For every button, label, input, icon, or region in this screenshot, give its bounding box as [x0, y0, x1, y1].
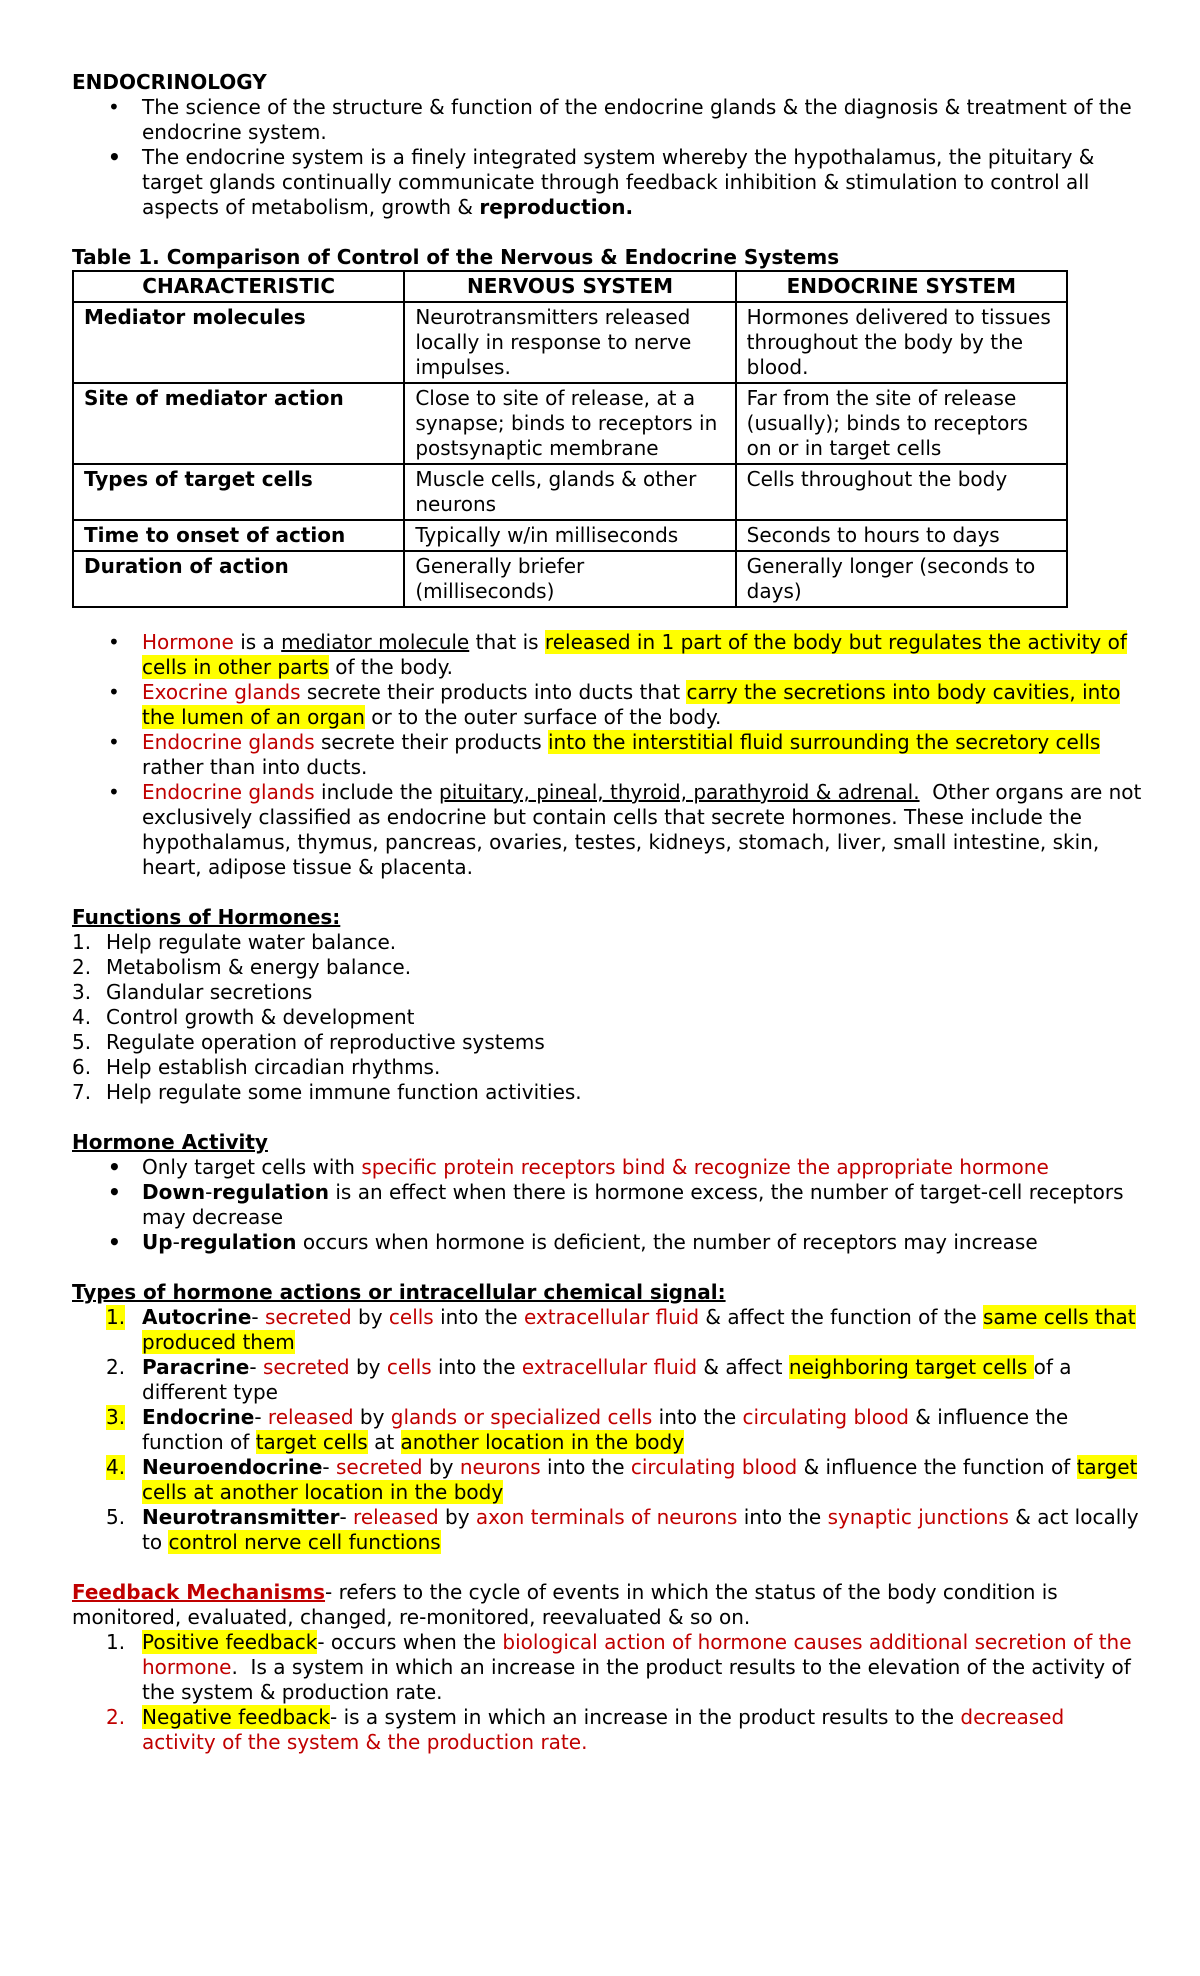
types-heading: Types of hormone actions or intracellular chemical signal:: [72, 1280, 726, 1304]
bullet-icon: •: [108, 1155, 121, 1179]
list-item: • Down-regulation is an effect when there is hormone excess, the number of target-cell receptors may decrease: [108, 1180, 1124, 1229]
table-row: [73, 302, 1067, 383]
list-item: 4. Neuroendocrine- secreted by neurons into the circulating blood & influence the function of target cells at another location in the body: [106, 1455, 1138, 1504]
table-row: [73, 520, 1067, 551]
intro-bullets: [72, 95, 1142, 220]
table-cell: Close to site of release, at a synapse; binds to receptors in postsynaptic membrane: [404, 383, 735, 464]
feedback-list: [72, 1630, 1142, 1755]
table-cell: Typically w/in milliseconds: [404, 520, 735, 551]
list-item: 6. Help establish circadian rhythms.: [72, 1055, 441, 1079]
comparison-table: [72, 270, 1068, 608]
table-row: [73, 383, 1067, 464]
functions-heading: Functions of Hormones:: [72, 905, 341, 929]
document-page: [72, 70, 1148, 1755]
table-caption: Table 1. Comparison of Control of the Nervous & Endocrine Systems: [72, 245, 840, 269]
list-item: • Endocrine glands include the pituitary, pineal, thyroid, parathyroid & adrenal. Other organs are not exclusively classified as endocrine but contain cells that secrete hormones. These include the hypothalamus, thymus, pancreas, ovaries, testes, kidneys, stomach, liver, small intestine, skin, heart, adipose tissue & placenta.: [108, 780, 1148, 879]
bullet-icon: •: [108, 680, 120, 704]
table-cell: Mediator molecules: [73, 302, 404, 383]
list-item: 1. Positive feedback- occurs when the biological action of hormone causes additional secretion of the hormone. Is a system in which an increase in the product results to the elevation of the activity of the system & production rate.: [106, 1630, 1138, 1704]
list-item: 2. Negative feedback- is a system in which an increase in the product results to the decreased activity of the system & the production rate.: [106, 1705, 1065, 1754]
table-row: [73, 551, 1067, 607]
list-item: • Endocrine glands secrete their products into the interstitial fluid surrounding the secretory cells rather than into ducts.: [108, 730, 1101, 779]
list-item: • Hormone is a mediator molecule that is released in 1 part of the body but regulates the activity of cells in other parts of the body.: [108, 630, 1127, 679]
list-item: 2. Paracrine- secreted by cells into the extracellular fluid & affect neighboring target cells of a different type: [106, 1355, 1072, 1404]
feedback-intro: Feedback Mechanisms- refers to the cycle of events in which the status of the body condition is monitored, evaluated, changed, re-monitored, reevaluated & so on.: [72, 1580, 1058, 1629]
column-header: NERVOUS SYSTEM: [404, 271, 735, 302]
table-row: [73, 464, 1067, 520]
definition-bullets: [72, 630, 1148, 880]
list-item: 3. Endocrine- released by glands or specialized cells into the circulating blood & influence the function of target cells at another location in the body: [106, 1405, 1069, 1454]
list-item: 5. Neurotransmitter- released by axon terminals of neurons into the synaptic junctions & act locally to control nerve cell functions: [106, 1505, 1139, 1554]
table-cell: Far from the site of release (usually); binds to receptors on or in target cells: [736, 383, 1067, 464]
table-cell: Seconds to hours to days: [736, 520, 1067, 551]
table-cell: Generally longer (seconds to days): [736, 551, 1067, 607]
bullet-icon: •: [108, 1230, 121, 1254]
table-cell: Duration of action: [73, 551, 404, 607]
functions-list: [72, 930, 1142, 1105]
bullet-icon: •: [108, 145, 121, 169]
table-cell: Muscle cells, glands & other neurons: [404, 464, 735, 520]
document-heading: ENDOCRINOLOGY: [72, 70, 267, 94]
types-list: [72, 1305, 1142, 1555]
activity-heading: Hormone Activity: [72, 1130, 268, 1154]
list-item: 4. Control growth & development: [72, 1005, 415, 1029]
list-item: 1. Help regulate water balance.: [72, 930, 397, 954]
bullet-icon: •: [108, 780, 120, 804]
list-item: • Only target cells with specific protein receptors bind & recognize the appropriate hormone: [108, 1155, 1049, 1179]
bullet-icon: •: [108, 730, 120, 754]
list-item: • The endocrine system is a finely integrated system whereby the hypothalamus, the pituitary & target glands continually communicate through feedback inhibition & stimulation to control all aspects of metabolism, growth & reproduction.: [108, 145, 1095, 219]
column-header: ENDOCRINE SYSTEM: [736, 271, 1067, 302]
bullet-icon: •: [108, 95, 120, 119]
list-item: 3. Glandular secretions: [72, 980, 313, 1004]
feedback-heading: Feedback Mechanisms: [72, 1580, 326, 1604]
table-cell: Site of mediator action: [73, 383, 404, 464]
table-cell: Generally briefer (milliseconds): [404, 551, 735, 607]
table-header-row: [73, 271, 1067, 302]
list-item: • Up-regulation occurs when hormone is deficient, the number of receptors may increase: [108, 1230, 1038, 1254]
list-item: • The science of the structure & function of the endocrine glands & the diagnosis & treatment of the endocrine system.: [108, 95, 1132, 144]
table-cell: Hormones delivered to tissues throughout the body by the blood.: [736, 302, 1067, 383]
bullet-icon: •: [108, 1180, 121, 1204]
table-cell: Time to onset of action: [73, 520, 404, 551]
table-cell: Cells throughout the body: [736, 464, 1067, 520]
list-item: • Exocrine glands secrete their products into ducts that carry the secretions into body cavities, into the lumen of an organ or to the outer surface of the body.: [108, 680, 1121, 729]
list-item: 1. Autocrine- secreted by cells into the extracellular fluid & affect the function of the same cells that produced them: [106, 1305, 1136, 1354]
list-item: 5. Regulate operation of reproductive systems: [72, 1030, 545, 1054]
bullet-icon: •: [108, 630, 120, 654]
list-item: 7. Help regulate some immune function activities.: [72, 1080, 582, 1104]
column-header: CHARACTERISTIC: [73, 271, 404, 302]
table-cell: Neurotransmitters released locally in response to nerve impulses.: [404, 302, 735, 383]
activity-bullets: [72, 1155, 1142, 1255]
table-cell: Types of target cells: [73, 464, 404, 520]
list-item: 2. Metabolism & energy balance.: [72, 955, 412, 979]
